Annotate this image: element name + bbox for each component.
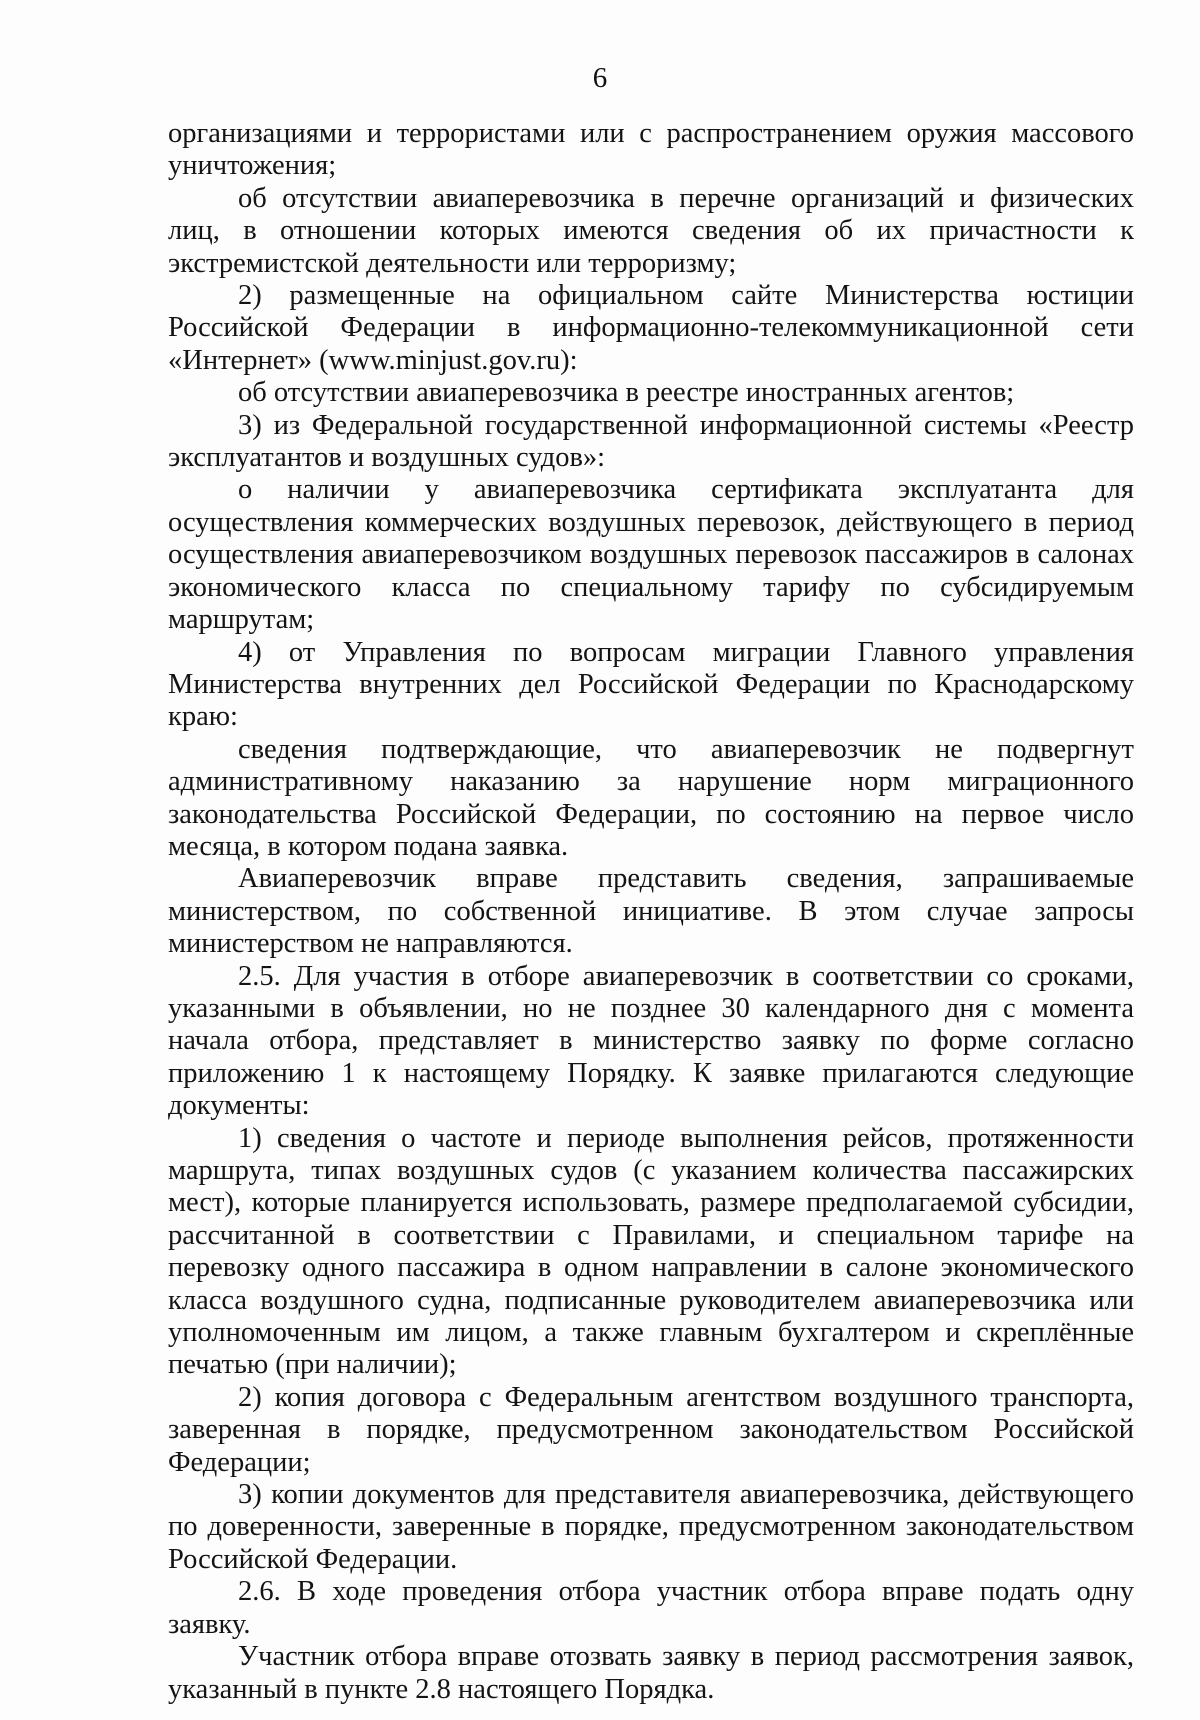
paragraph: об отсутствии авиаперевозчика в перечне организаций и физических лиц, в отношении которых имеются сведения об их причастности к экстремистской деятельности или терроризму; bbox=[168, 182, 1134, 279]
paragraph: сведения подтверждающие, что авиаперевозчик не подвергнут административному наказанию за нарушение норм миграционного законодательства Российской Федерации, по состоянию на первое число месяца, в котором подана заявка. bbox=[168, 733, 1134, 862]
paragraph: 2.6. В ходе проведения отбора участник отбора вправе подать одну заявку. bbox=[168, 1576, 1134, 1640]
paragraph: 1) сведения о частоте и периоде выполнения рейсов, протяженности маршрута, типах воздушных судов (с указанием количества пассажирских мест), которые планируется использовать, размере предполагаемой субсидии, рассчитанной в соответствии с Правилами, и специальном тарифе на перевозку одного пассажира в одном направлении в салоне экономического класса воздушного судна, подписанные руководителем авиаперевозчика или уполномоченным им лицом, а также главным бухгалтером и скреплённые печатью (при наличии); bbox=[168, 1122, 1134, 1381]
paragraph: 3) из Федеральной государственной информационной системы «Реестр эксплуатантов и воздушных судов»: bbox=[168, 409, 1134, 474]
paragraph: 2) размещенные на официальном сайте Министерства юстиции Российской Федерации в информационно-телекоммуникационной сети «Интернет» (www.minjust.gov.ru): bbox=[168, 280, 1134, 376]
paragraph: Участник отбора вправе отозвать заявку в период рассмотрения заявок, указанный в пункте 2.8 настоящего Порядка. bbox=[168, 1641, 1134, 1705]
paragraph: 3) копии документов для представителя авиаперевозчика, действующего по доверенности, заверенные в порядке, предусмотренном законодательством Российской Федерации. bbox=[168, 1479, 1134, 1575]
paragraph: Авиаперевозчик вправе представить сведения, запрашиваемые министерством, по собственной инициативе. В этом случае запросы министерством не направляются. bbox=[168, 863, 1134, 960]
paragraph: 2.5. Для участия в отборе авиаперевозчик в соответствии со сроками, указанными в объявлении, но не позднее 30 календарного дня с момента начала отбора, представляет в министерство заявку по форме согласно приложению 1 к настоящему Порядку. К заявке прилагаются следующие документы: bbox=[168, 960, 1134, 1122]
paragraph: 4) от Управления по вопросам миграции Главного управления Министерства внутренних дел Российской Федерации по Краснодарскому краю: bbox=[168, 636, 1134, 733]
document-body bbox=[168, 118, 1134, 1706]
page-number: 6 bbox=[592, 62, 608, 94]
paragraph: организациями и террористами или с распространением оружия массового уничтожения; bbox=[168, 118, 1134, 182]
paragraph: 2) копия договора с Федеральным агентством воздушного транспорта, заверенная в порядке, предусмотренном законодательством Российской Федерации; bbox=[168, 1381, 1134, 1478]
paragraph: об отсутствии авиаперевозчика в реестре иностранных агентов; bbox=[238, 377, 1015, 409]
paragraph: о наличии у авиаперевозчика сертификата эксплуатанта для осуществления коммерческих воздушных перевозок, действующего в период осуществления авиаперевозчиком воздушных перевозок пассажиров в салонах экономического класса по специальному тарифу по субсидируемым маршрутам; bbox=[168, 474, 1134, 636]
